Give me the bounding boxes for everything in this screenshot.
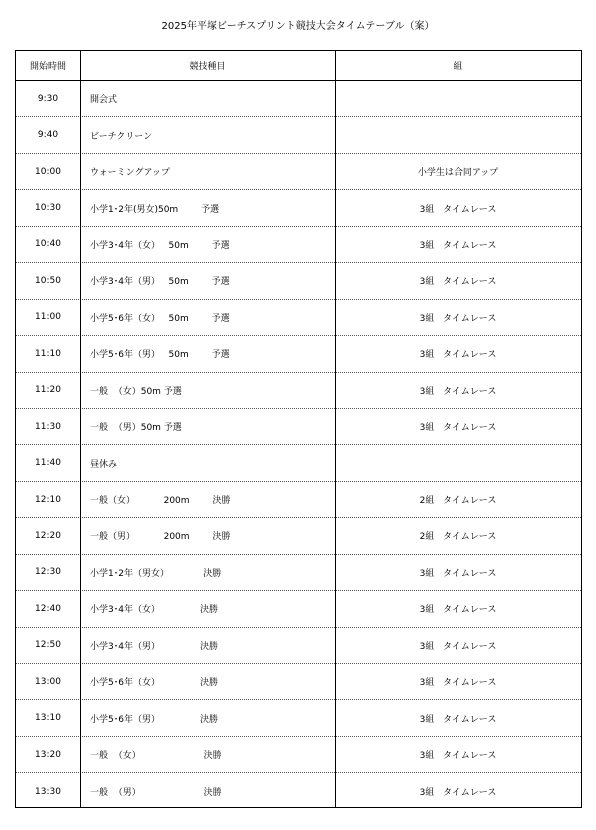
table-row (16, 518, 581, 554)
header-group: 組 (453, 62, 463, 72)
time-cell: 12:50 (35, 640, 61, 651)
group-cell: 3組 タイムレース (419, 788, 497, 799)
time-cell: 12:20 (35, 530, 61, 541)
time-cell: 11:00 (35, 312, 61, 323)
group-cell: 3組 タイムレース (419, 751, 497, 762)
table-row (16, 409, 581, 445)
table-body (16, 81, 581, 810)
group-cell: 3組 タイムレース (419, 386, 497, 397)
timetable (15, 50, 582, 808)
table-row (16, 336, 581, 372)
time-cell: 13:00 (35, 676, 61, 687)
group-cell: 3組 タイムレース (419, 605, 497, 616)
group-cell: 3組 タイムレース (419, 714, 497, 725)
page-title: 2025年平塚ビーチスプリント競技大会タイムテーブル（案） (161, 21, 435, 32)
event-cell: 小学5･6年（男） 決勝 (90, 714, 219, 725)
group-cell: 3組 タイムレース (419, 313, 497, 324)
group-cell (335, 117, 581, 152)
table-row (16, 773, 581, 809)
table-row (16, 555, 581, 591)
column-divider (80, 51, 81, 807)
group-cell: 3組 タイムレース (419, 350, 497, 361)
event-cell: 小学5･6年（女） 50m 予選 (90, 313, 230, 324)
event-cell: 小学3･4年（男） 決勝 (90, 641, 219, 652)
table-row (16, 737, 581, 773)
group-cell: 2組 タイムレース (419, 496, 497, 507)
table-row (16, 300, 581, 336)
time-cell: 12:10 (35, 494, 61, 505)
table-row (16, 628, 581, 664)
table-row (16, 445, 581, 481)
event-cell: 一般 （女）50m 予選 (90, 386, 182, 397)
group-cell: 小学生は合同アップ (417, 168, 499, 179)
group-cell: 3組 タイムレース (419, 678, 497, 689)
table-row (16, 373, 581, 409)
time-cell: 10:30 (35, 203, 61, 214)
time-cell: 12:30 (35, 567, 61, 578)
time-cell: 11:40 (35, 458, 61, 469)
time-cell: 9:40 (37, 130, 59, 141)
header-time: 開始時間 (29, 62, 66, 72)
table-row (16, 700, 581, 736)
table-row (16, 664, 581, 700)
event-cell: 小学1･2年(男女)50m 予選 (90, 204, 220, 215)
event-cell: 小学1･2年（男女） 決勝 (90, 568, 222, 579)
group-cell: 3組 タイムレース (419, 204, 497, 215)
event-cell: ビーチクリーン (90, 131, 153, 142)
table-row (16, 81, 581, 117)
event-cell: 一般 （男）50m 予選 (90, 423, 182, 434)
event-cell: 一般（女） 200m 決勝 (90, 496, 231, 507)
event-cell: 小学3･4年（女） 決勝 (90, 605, 219, 616)
table-row (16, 117, 581, 153)
table-row (16, 263, 581, 299)
group-cell (335, 445, 581, 480)
time-cell: 11:20 (35, 385, 61, 396)
group-cell: 3組 タイムレース (419, 641, 497, 652)
table-header (16, 51, 581, 81)
group-cell (335, 81, 581, 116)
group-cell: 2組 タイムレース (419, 532, 497, 543)
time-cell: 13:10 (35, 713, 61, 724)
time-cell: 13:30 (35, 786, 61, 797)
event-cell: 小学5･6年（男） 50m 予選 (90, 350, 230, 361)
group-cell: 3組 タイムレース (419, 277, 497, 288)
event-cell: 小学5･6年（女） 決勝 (90, 678, 219, 689)
time-cell: 10:00 (35, 166, 61, 177)
event-cell: 開会式 (90, 95, 118, 106)
table-row (16, 190, 581, 226)
table-row (16, 227, 581, 263)
event-cell: 一般 （男） 決勝 (90, 788, 222, 799)
group-cell: 3組 タイムレース (419, 568, 497, 579)
event-cell: 小学3･4年（女） 50m 予選 (90, 240, 230, 251)
time-cell: 11:30 (35, 421, 61, 432)
group-cell: 3組 タイムレース (419, 423, 497, 434)
column-divider (335, 51, 336, 807)
time-cell: 12:40 (35, 603, 61, 614)
time-cell: 13:20 (35, 749, 61, 760)
time-cell: 10:40 (35, 239, 61, 250)
event-cell: ウォーミングアップ (90, 168, 170, 179)
table-row (16, 154, 581, 190)
time-cell: 9:30 (37, 93, 59, 104)
time-cell: 10:50 (35, 275, 61, 286)
event-cell: 小学3･4年（男） 50m 予選 (90, 277, 230, 288)
event-cell: 昼休み (90, 459, 118, 470)
header-event: 競技種目 (189, 62, 226, 72)
table-row (16, 482, 581, 518)
group-cell: 3組 タイムレース (419, 240, 497, 251)
table-row (16, 591, 581, 627)
event-cell: 一般 （女） 決勝 (90, 751, 222, 762)
event-cell: 一般（男） 200m 決勝 (90, 532, 231, 543)
time-cell: 11:10 (35, 348, 61, 359)
